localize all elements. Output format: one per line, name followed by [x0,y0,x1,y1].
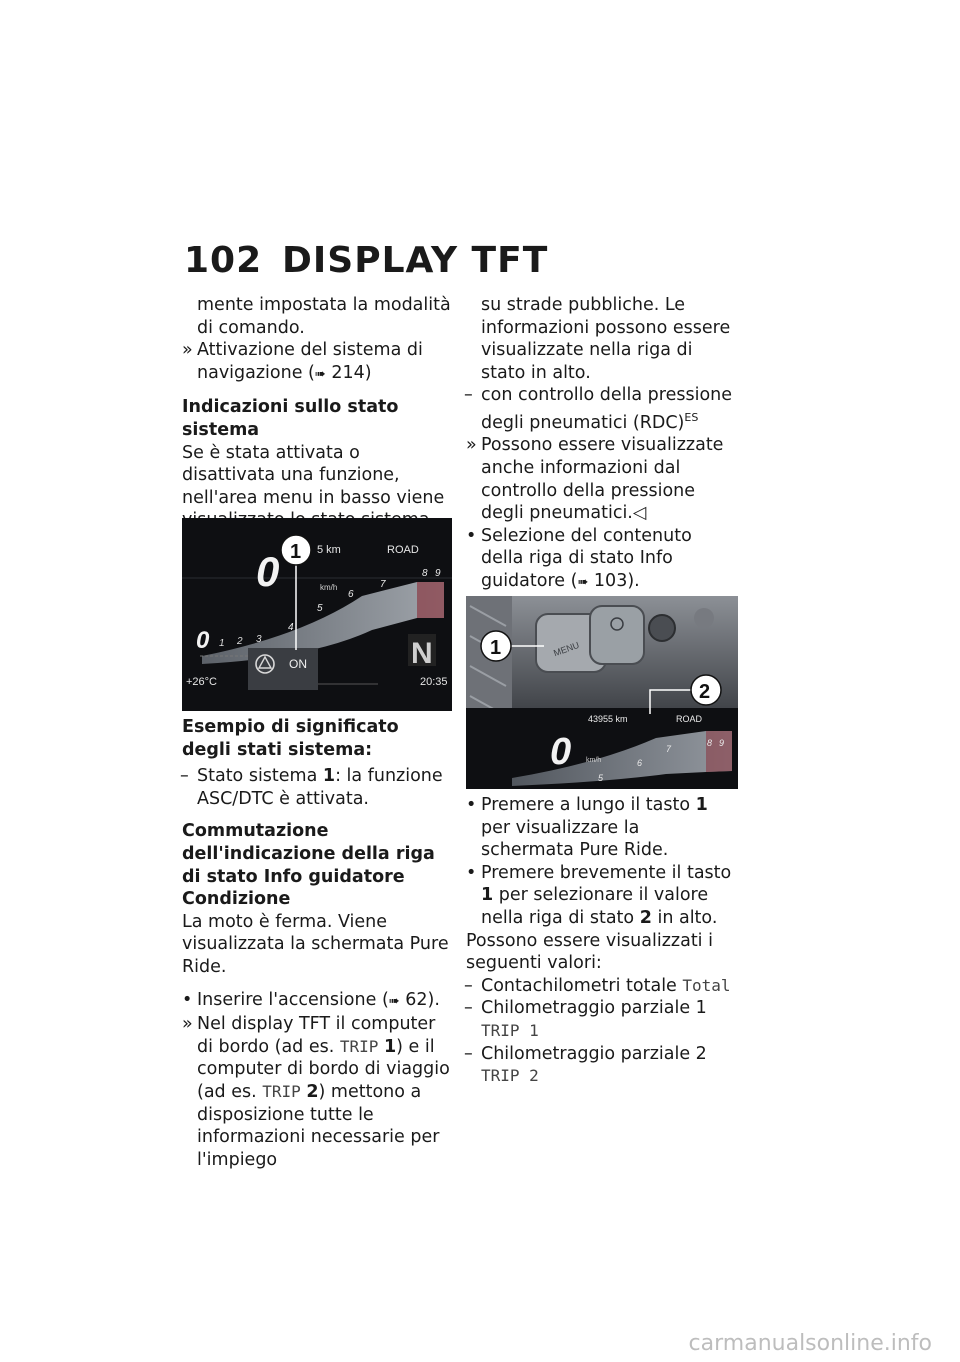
callout-1-label: 1 [490,637,502,659]
result-computer: » Nel display TFT il computer di bordo (ad es. TRIP 1) e il computer di bordo di viaggio (ad es. TRIP 2) mettono a disposizione tutte le informazioni necessarie per l'impiego [182,1014,450,1170]
dash-marker: – [464,975,473,996]
mode-text: ROAD [676,714,703,724]
page-ref[interactable]: 62). [405,989,440,1010]
bullet-long-press: • Premere a lungo il tasto 1 per visualizzare la schermata Pure Ride. [466,795,708,861]
speed-value: 0 [550,731,572,773]
dash-marker: – [464,1043,473,1064]
condition-paragraph: La moto è ferma. Viene visualizzata la schermata Pure Ride. [182,911,449,977]
bullet-select: • Selezione del contenuto della riga di stato Info guidatore (➠ 103). [466,525,692,591]
left-column-lower [182,716,452,1171]
clock-text: 20:35 [420,676,448,688]
gear-digit: 2 [237,636,243,647]
page-ref-arrow-icon: ➠ [577,574,589,590]
temperature-text: +26°C [186,676,218,688]
value-item: – Chilometraggio parziale 2 TRIP 2 [464,1043,707,1086]
bullet-icon: • [466,795,477,815]
bullet-icon: • [182,989,193,1010]
page-header [184,240,548,281]
status-on-text: ON [289,657,307,671]
page-ref-arrow-icon: ➠ [388,993,400,1009]
watermark: carmanualsonline.info [688,1331,932,1356]
bullet-icon: • [466,862,477,883]
rpm-digit: 4 [288,622,294,633]
gear-small-value: 0 [196,627,210,654]
rpm-digit: 8 [422,568,428,579]
mode-text: ROAD [387,544,419,556]
rpm-digit: 5 [317,603,323,614]
odometer-text: 5 km [317,544,341,556]
page-ref-arrow-icon: ➠ [314,366,326,382]
figure-handlebar-switch [466,596,738,789]
left-column [182,294,452,542]
heading-switch: Commutazione dell'indicazione della riga di stato Info guidatore [182,821,435,887]
result-navigation: » Attivazione del sistema di navigazione (➠ 214) [182,340,423,383]
bullet-ignition: • Inserire l'accensione (➠ 62). [182,989,440,1010]
page-ref[interactable]: 214) [331,362,372,383]
value-item: – Chilometraggio parziale 1 TRIP 1 [464,998,707,1040]
continued-text-right: su strade pubbliche. Le informazioni possono essere visualizzate nella riga di stato in alto. [481,295,731,383]
callout-2-label: 2 [699,681,711,703]
value-item: – Contachilometri totale Total [464,975,731,996]
rdc-item: – con controllo della pressione degli pneumatici (RDC)$^{ES}$ [464,385,733,433]
example-heading: Esempio di significato degli stati sistema: [182,717,399,760]
values-intro: Possono essere visualizzati i seguenti valori: [466,930,713,974]
status-paragraph: Se è stata attivata o disattivata una funzione, nell'area menu in basso viene [182,442,445,508]
dash-marker: – [464,998,473,1019]
rpm-digit: 9 [435,568,441,579]
result-marker-icon: » [182,340,193,361]
rpm-digit: 6 [637,758,643,768]
right-column-lower [466,794,736,1088]
result-marker-icon: » [182,1014,193,1035]
page-number: 102 [184,240,263,281]
page-title: DISPLAY TFT [282,240,549,281]
speed-unit: km/h [586,757,602,764]
callout-1-label: 1 [290,541,302,563]
option-superscript: ES [684,410,699,424]
figure-dashboard-status [182,518,452,711]
rpm-digit: 8 [707,738,713,748]
bullet-short-press: • Premere brevemente il tasto 1 per selezionare il valore nella riga di stato 2 in alto. [466,862,732,928]
odometer-text: 43955 km [588,714,628,724]
result-marker-icon: » [466,435,477,456]
gear-digit: 3 [256,634,262,645]
gear-indicator: N [411,637,433,670]
end-mark-icon: ◁ [632,503,647,524]
rpm-digit: 7 [666,744,672,754]
right-column [466,294,736,595]
heading-condition: Condizione [182,889,291,910]
bullet-icon: • [466,525,477,546]
rpm-digit: 5 [598,773,604,783]
rdc-result: » Possono essere visualizzate anche informazioni dal controllo della pressione degli pneumatici.◁ [466,435,724,524]
dash-marker: – [180,766,189,787]
speed-unit: km/h [320,583,338,592]
page-ref[interactable]: 103). [593,570,640,591]
rpm-digit: 9 [719,738,725,748]
rpm-digit: 6 [348,589,354,600]
example-item: – Stato sistema 1: la funzione ASC/DTC è attivata. [180,766,443,809]
heading-status: Indicazioni sullo stato sistema [182,397,399,440]
gear-digit: 1 [219,638,225,649]
menu-button-label: MENU [552,639,581,659]
rpm-digit: 7 [380,579,386,590]
continued-text: mente impostata la modalità di comando. [197,295,451,338]
speed-value: 0 [256,548,280,595]
dash-marker: – [464,385,473,406]
